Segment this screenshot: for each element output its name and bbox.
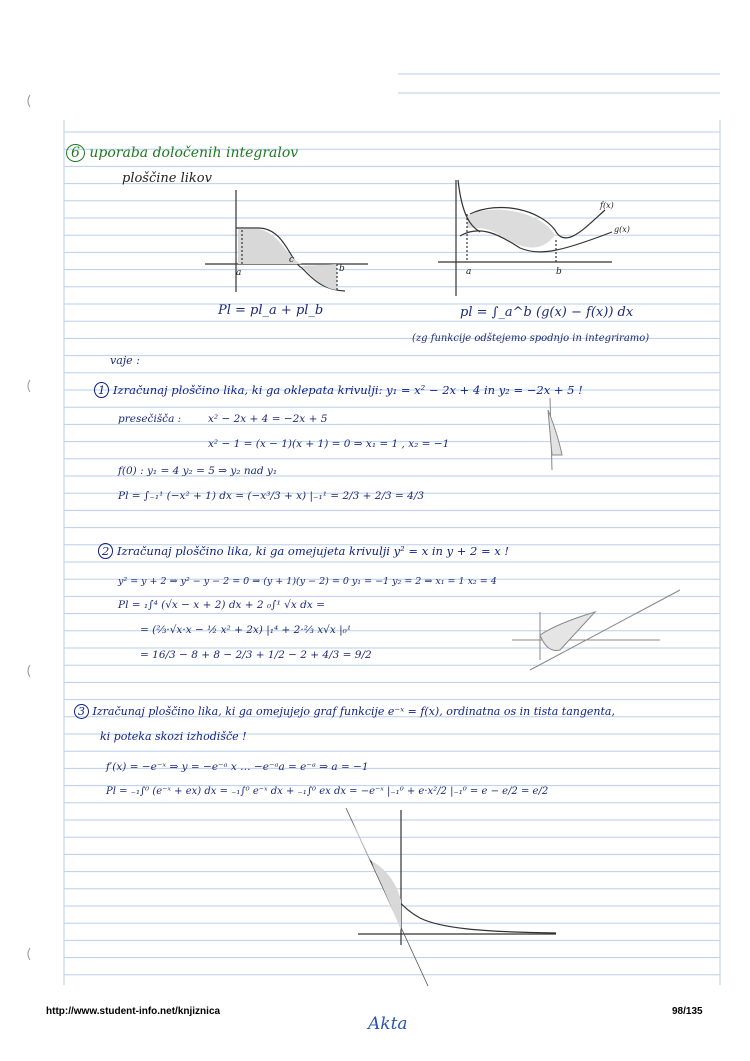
footer-page-number: 98/135 xyxy=(672,1006,703,1017)
ex1-line1: x² − 2x + 4 = −2x + 5 xyxy=(208,413,328,425)
footer-url[interactable]: http://www.student-info.net/knjiznica xyxy=(46,1006,221,1017)
ex3-task xyxy=(74,706,615,717)
ex3-line2: Pl = ₋₁∫⁰ (e⁻ˣ + ex) dx = ₋₁∫⁰ e⁻ˣ dx + ₋₁∫⁰ ex dx = −e⁻ˣ |₋₁⁰ + e·x²/2 |₋₁⁰ = e − e/2 = e/2 xyxy=(106,786,549,797)
ex1-number: 1 xyxy=(94,382,109,398)
ex3-line1: f′(x) = −e⁻ˣ ⇒ y = −e⁻ᵃ x … −e⁻ᵃa = e⁻ᵃ ⇒ a = −1 xyxy=(106,761,369,773)
akta-logo: Akta xyxy=(368,1014,408,1034)
exercises-label: vaje : xyxy=(110,354,140,367)
graph-one xyxy=(205,190,368,292)
ex2-line2: Pl = ₁∫⁴ (√x − x + 2) dx + 2 ₀∫¹ √x dx = xyxy=(118,599,325,611)
ex1-line3: f(0) : y₁ = 4 y₂ = 5 ⇒ y₂ nad y₁ xyxy=(118,465,278,477)
ex1-line1-label: presečišča : xyxy=(118,413,182,425)
ex2-line3: = (⅔·√x·x − ½ x² + 2x) |₁⁴ + 2·⅔ x√x |₀¹ xyxy=(140,624,352,636)
ex1-task xyxy=(94,385,583,397)
graph1-formula: Pl = pl_a + pl_b xyxy=(218,303,324,318)
section-title: uporaba določenih integralov xyxy=(89,145,299,161)
section-heading xyxy=(66,146,298,160)
graph1-label-b: b xyxy=(339,264,345,274)
section-number: 6 xyxy=(66,144,85,162)
graph1-label-a: a xyxy=(236,268,242,278)
ex1-line4: Pl = ∫₋₁¹ (−x² + 1) dx = (−x³/3 + x) |₋₁¹ = 2/3 + 2/3 = 4/3 xyxy=(118,490,425,502)
graph-two xyxy=(438,180,612,296)
graph2-label-f: f(x) xyxy=(600,201,614,210)
graph2-label-g: g(x) xyxy=(614,225,630,234)
graph2-formula: pl = ∫_a^b (g(x) − f(x)) dx xyxy=(460,305,634,320)
ex3-task-line2: ki poteka skozi izhodišče ! xyxy=(100,730,247,743)
ex2-line1: y² = y + 2 ⇒ y² − y − 2 = 0 ⇒ (y + 1)(y − 2) = 0 y₁ = −1 y₂ = 2 ⇒ x₁ = 1 x₂ = 4 xyxy=(118,576,497,587)
ex2-number: 2 xyxy=(98,543,113,559)
ex2-line4: = 16/3 − 8 + 8 − 2/3 + 1/2 − 2 + 4/3 = 9/2 xyxy=(140,649,372,661)
ex1-task-text: Izračunaj ploščino lika, ki ga oklepata krivulji: y₁ = x² − 2x + 4 in y₂ = −2x + 5 ! xyxy=(112,383,583,397)
punch-hole-mark xyxy=(28,95,30,107)
ex3-number: 3 xyxy=(74,704,89,719)
graph-three xyxy=(346,808,556,986)
sketch-ex2 xyxy=(512,590,680,670)
ex2-task xyxy=(98,546,509,558)
ex3-task-line1: Izračunaj ploščino lika, ki ga omejujejo graf funkcije e⁻ˣ = f(x), ordinatna os in tista tangenta, xyxy=(92,705,615,718)
ex2-task-text: Izračunaj ploščino lika, ki ga omejujeta krivulji y² = x in y + 2 = x ! xyxy=(116,544,510,558)
graph2-label-a: a xyxy=(466,267,472,277)
section-subtitle: ploščine likov xyxy=(122,171,212,186)
ex1-line2: x² − 1 = (x − 1)(x + 1) = 0 ⇒ x₁ = 1 , x₂ = −1 xyxy=(208,438,450,450)
graph1-label-c: c xyxy=(289,255,295,265)
graph2-label-b: b xyxy=(556,267,562,277)
graph2-note: (zg funkcije odštejemo spodnjo in integriramo) xyxy=(412,333,650,344)
